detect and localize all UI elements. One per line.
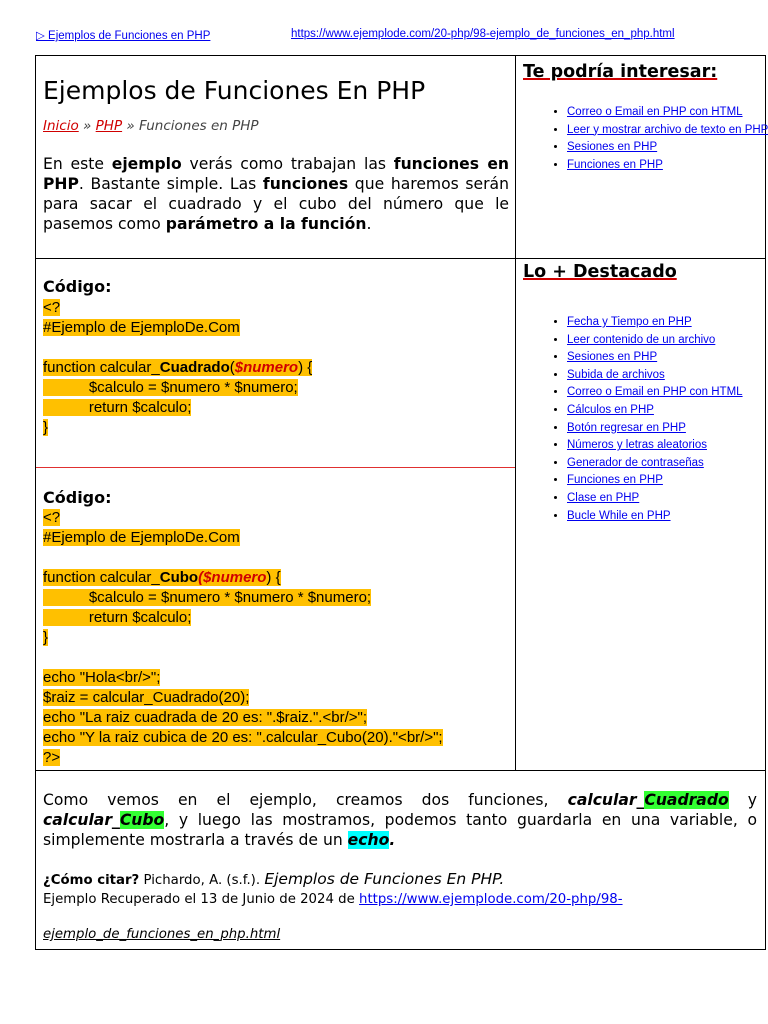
interest-link[interactable]: Correo o Email en PHP con HTML xyxy=(567,106,743,118)
parameter: $numero xyxy=(234,359,299,376)
list-item xyxy=(567,349,768,367)
page-title: Ejemplos de Funciones En PHP xyxy=(43,76,426,105)
featured-link[interactable]: Fecha y Tiempo en PHP xyxy=(567,316,692,328)
intro-bold-1: ejemplo xyxy=(111,155,182,173)
featured-link[interactable]: Leer contenido de un archivo xyxy=(567,333,716,346)
list-item xyxy=(567,332,768,350)
code-block-2 xyxy=(43,508,443,768)
code-block-1 xyxy=(43,298,312,438)
intro-text-3: . Bastante simple. Las xyxy=(78,175,263,193)
code-line: $calculo = $numero * $numero; xyxy=(43,379,298,396)
code-line: $calculo = $numero * $numero * $numero; xyxy=(43,589,372,606)
code-token: ) { xyxy=(298,359,313,376)
top-link-url[interactable]: https://www.ejemplode.com/20-php/98-ejemplo_de_funciones_en_php.html xyxy=(291,28,675,40)
summary-text-1: Como vemos en el ejemplo, creamos dos funciones, xyxy=(43,791,568,809)
list-item xyxy=(567,104,768,122)
code-line: return $calculo; xyxy=(43,609,192,626)
code-line: #Ejemplo de EjemploDe.Com xyxy=(43,529,240,546)
citation-author: Pichardo, A. (s.f.). xyxy=(139,873,265,888)
breadcrumb-current: » Funciones en PHP xyxy=(122,118,259,134)
list-item xyxy=(567,314,768,332)
intro-bold-4: parámetro a la función xyxy=(165,215,367,233)
citation-work: Ejemplos de Funciones En PHP. xyxy=(264,870,505,888)
code-line: } xyxy=(43,629,49,646)
function-ref-highlight: Cubo xyxy=(119,811,165,829)
citation-retrieved: Ejemplo Recuperado el 13 de Junio de 2024 de xyxy=(43,892,360,907)
code-line: #Ejemplo de EjemploDe.Com xyxy=(43,319,240,336)
summary-text-4: . xyxy=(389,831,396,849)
intro-text-5: . xyxy=(366,215,372,233)
column-divider xyxy=(515,55,516,770)
featured-heading: Lo + Destacado xyxy=(523,262,677,282)
interest-list xyxy=(523,104,768,174)
featured-link[interactable]: Funciones en PHP xyxy=(567,474,663,487)
code-token: ) { xyxy=(266,569,281,586)
interest-link[interactable]: Sesiones en PHP xyxy=(567,141,658,154)
list-item xyxy=(567,402,768,420)
featured-link[interactable]: Subida de archivos xyxy=(567,368,665,381)
code-line: <? xyxy=(43,299,61,316)
featured-list xyxy=(523,314,768,525)
function-name: Cuadrado xyxy=(159,359,230,376)
row-divider-2 xyxy=(36,770,765,771)
featured-link[interactable]: Clase en PHP xyxy=(567,491,640,504)
code-line: $raiz = calcular_Cuadrado(20); xyxy=(43,689,250,706)
function-ref: calcular_ xyxy=(43,811,120,829)
list-item xyxy=(567,472,768,490)
summary-paragraph xyxy=(43,790,757,850)
interest-link[interactable]: Funciones en PHP xyxy=(567,158,663,171)
code-line: ?> xyxy=(43,749,61,766)
code-line: echo "Y la raiz cubica de 20 es: ".calcular_Cubo(20)."<br/>"; xyxy=(43,729,443,746)
code-token: function calcular_ xyxy=(43,359,160,376)
code-line xyxy=(43,359,312,376)
list-item xyxy=(567,508,768,526)
intro-paragraph xyxy=(43,154,509,234)
code-token: ( xyxy=(198,569,204,586)
code-token: function calcular_ xyxy=(43,569,160,586)
function-ref-highlight: Cuadrado xyxy=(644,791,729,809)
top-links xyxy=(36,28,732,46)
code-line: echo "La raiz cuadrada de 20 es: ".$raiz.".<br/>"; xyxy=(43,709,367,726)
list-item xyxy=(567,157,768,175)
parameter: $numero xyxy=(203,569,267,586)
list-item xyxy=(567,420,768,438)
featured-link[interactable]: Bucle While en PHP xyxy=(567,509,671,522)
citation-url-continued xyxy=(43,927,280,942)
code-line: <? xyxy=(43,509,61,526)
intro-text-1: En este xyxy=(43,155,112,173)
list-item xyxy=(567,367,768,385)
list-item xyxy=(567,455,768,473)
intro-bold-3: funciones xyxy=(262,175,349,193)
list-item xyxy=(567,437,768,455)
intro-text-4: que haremos serán para sacar el cuadrado y el cubo del número que le pasemos como xyxy=(43,175,509,233)
citation-link-cont[interactable]: ejemplo_de_funciones_en_php.html xyxy=(43,927,281,942)
featured-link[interactable]: Cálculos en PHP xyxy=(567,403,654,416)
citation-link[interactable]: https://www.ejemplode.com/20-php/98- xyxy=(359,892,623,907)
list-item xyxy=(567,490,768,508)
code-line: echo "Hola<br/>"; xyxy=(43,669,161,686)
list-item xyxy=(567,122,768,140)
function-ref: calcular_ xyxy=(567,791,645,809)
intro-text-2: verás como trabajan las xyxy=(181,155,394,173)
breadcrumb-sep: » xyxy=(78,118,96,134)
code-line: return $calculo; xyxy=(43,399,192,416)
breadcrumb-php[interactable]: PHP xyxy=(95,118,123,134)
code1-heading: Código: xyxy=(43,277,112,296)
row-divider-1 xyxy=(36,258,765,259)
interest-link[interactable]: Leer y mostrar archivo de texto en PHP xyxy=(567,123,768,136)
featured-link[interactable]: Botón regresar en PHP xyxy=(567,421,686,434)
interest-heading: Te podría interesar: xyxy=(523,62,718,82)
featured-link[interactable]: Generador de contraseñas xyxy=(567,456,704,469)
code-line: } xyxy=(43,419,49,436)
function-name: Cubo xyxy=(159,569,199,586)
summary-text-3: , y luego las mostramos, podemos tanto guardarla en una variable, o simplemente mostrarla a través de un xyxy=(43,811,757,849)
intro-bold-2: funciones en PHP xyxy=(43,155,509,193)
breadcrumb xyxy=(43,118,259,134)
featured-link[interactable]: Números y letras aleatorios xyxy=(567,439,707,452)
code-separator xyxy=(36,467,515,468)
summary-text-2: y xyxy=(728,791,757,809)
list-item xyxy=(567,384,768,402)
breadcrumb-home[interactable]: Inicio xyxy=(43,118,79,134)
code2-heading: Código: xyxy=(43,488,112,507)
featured-link[interactable]: Correo o Email en PHP con HTML xyxy=(567,386,743,399)
echo-highlight: echo xyxy=(347,831,390,849)
citation-label: ¿Cómo citar? xyxy=(43,873,140,888)
top-link-title[interactable]: ▷ Ejemplos de Funciones en PHP xyxy=(36,30,211,42)
citation xyxy=(43,870,757,909)
code-token: ( xyxy=(229,359,235,376)
featured-link[interactable]: Sesiones en PHP xyxy=(567,351,658,364)
code-line xyxy=(43,569,281,586)
list-item xyxy=(567,139,768,157)
